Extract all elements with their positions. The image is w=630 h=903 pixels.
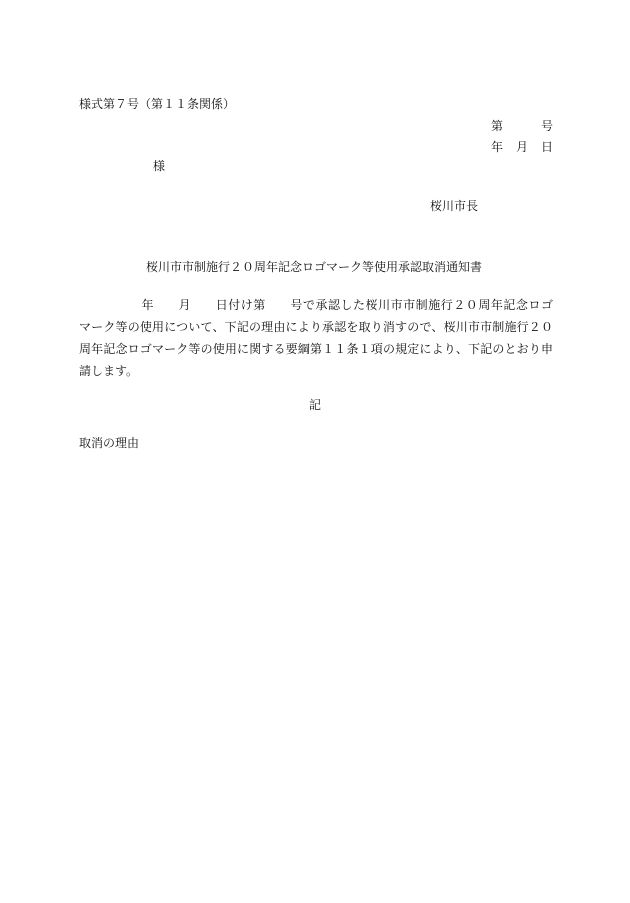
issuer-name: 桜川市長 (430, 199, 479, 213)
date-year: 年 (491, 140, 504, 154)
body-year: 年 (141, 298, 155, 312)
reason-label: 取消の理由 (79, 436, 140, 450)
date-day: 日 (541, 140, 554, 154)
notice-number-label: 第 (491, 119, 504, 133)
body-line-3: 周年記念ロゴマーク等の使用に関する要綱第１１条１項の規定により、下記のとおり申 (79, 342, 553, 356)
body-text (79, 294, 553, 382)
document-title: 桜川市市制施行２０周年記念ロゴマーク等使用承認取消通知書 (146, 260, 483, 274)
body-line-2: マーク等の使用について、下記の理由により承認を取り消すので、桜川市市制施行２０ (79, 320, 553, 334)
ki-heading: 記 (309, 398, 322, 412)
body-dated-no: 日付け第 (215, 298, 266, 312)
body-month: 月 (178, 298, 192, 312)
form-number: 様式第７号（第１１条関係） (79, 97, 236, 111)
date-month: 月 (516, 140, 529, 154)
notice-number-suffix: 号 (541, 119, 554, 133)
body-line-1 (79, 294, 553, 316)
body-line-4: 請します。 (79, 364, 139, 378)
recipient-honorific: 様 (153, 159, 166, 173)
body-line1-rest: 号で承認した桜川市市制施行２０周年記念ロゴ (289, 298, 553, 312)
